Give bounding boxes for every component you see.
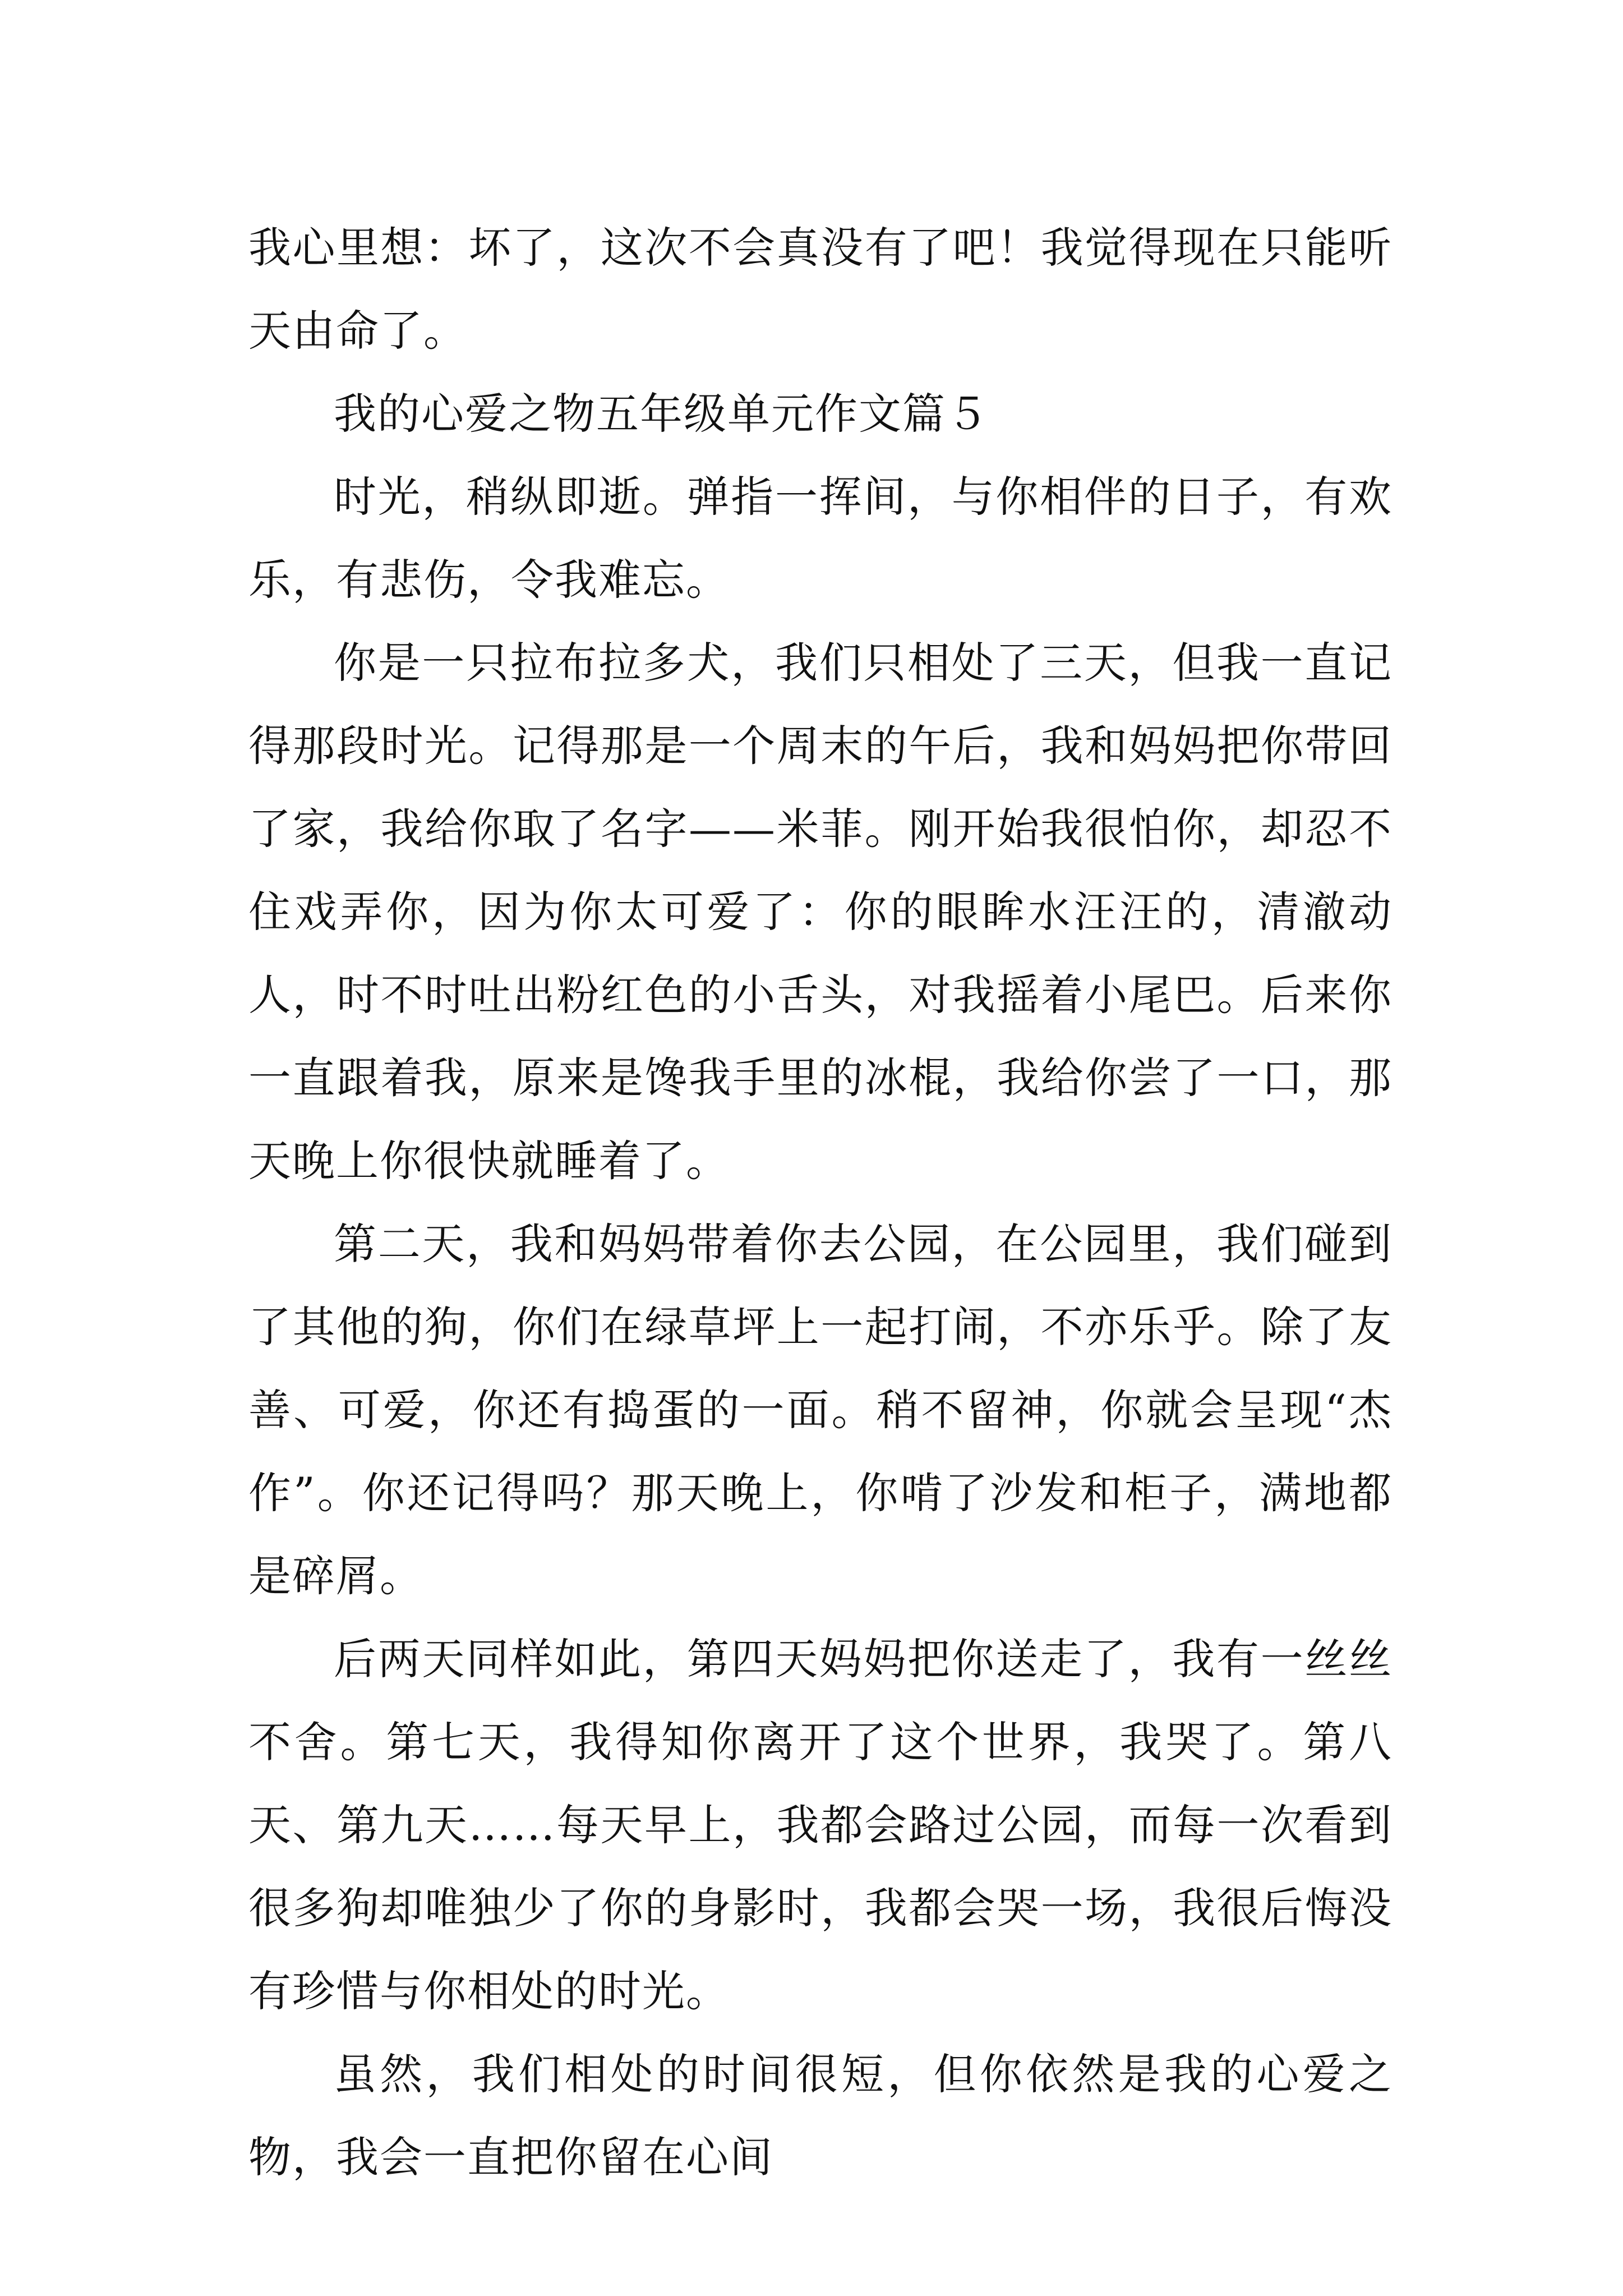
document-body xyxy=(248,206,1393,2199)
paragraph: 时光，稍纵即逝。弹指一挥间，与你相伴的日子，有欢乐，有悲伤，令我难忘。 xyxy=(248,472,1393,605)
paragraph: 后两天同样如此，第四天妈妈把你送走了，我有一丝丝不舍。第七天，我得知你离开了这个世界，我哭了。第八天、第九天……每天早上，我都会路过公园，而每一次看到很多狗却唯独少了你的身影时，我都会哭一场，我很后悔没有珍惜与你相处的时光。 xyxy=(248,1634,1393,2016)
paragraph: 虽然，我们相处的时间很短，但你依然是我的心爱之物，我会一直把你留在心间 xyxy=(248,2049,1393,2182)
paragraph: 你是一只拉布拉多犬，我们只相处了三天，但我一直记得那段时光。记得那是一个周末的午后，我和妈妈把你带回了家，我给你取了名字——米菲。刚开始我很怕你，却忍不住戏弄你，因为你太可爱了：你的眼眸水汪汪的，清澈动人，时不时吐出粉红色的小舌头，对我摇着小尾巴。后来你一直跟着我，原来是馋我手里的冰棍，我给你尝了一口，那天晚上你很快就睡着了。 xyxy=(248,638,1393,1186)
section-heading: 我的心爱之物五年级单元作文篇５ xyxy=(334,389,990,439)
paragraph: 第二天，我和妈妈带着你去公园，在公园里，我们碰到了其他的狗，你们在绿草坪上一起打闹，不亦乐乎。除了友善、可爱，你还有捣蛋的一面。稍不留神，你就会呈现“杰作”。你还记得吗？那天晚上，你啃了沙发和柜子，满地都是碎屑。 xyxy=(248,1219,1393,1601)
paragraph-continuation: 我心里想：坏了，这次不会真没有了吧！我觉得现在只能听天由命了。 xyxy=(248,223,1393,356)
